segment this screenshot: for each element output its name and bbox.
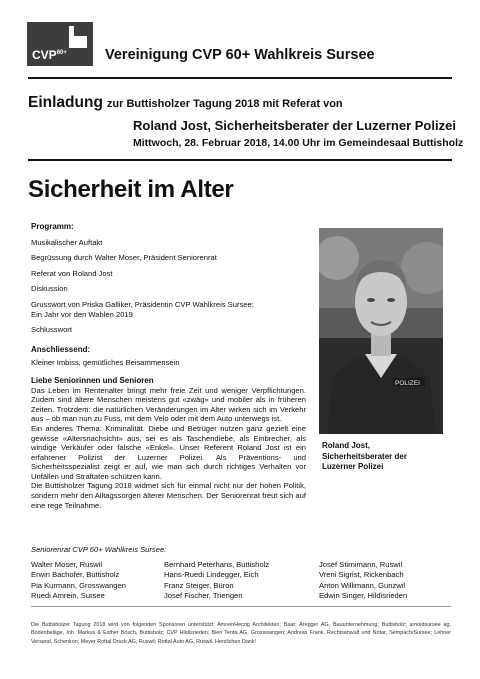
program-item-subline: Ein Jahr vor den Wahlen 2019 [31, 309, 133, 319]
team-member: Hans-Ruedi Lindegger, Eich [164, 570, 259, 580]
left-column [31, 222, 306, 510]
portrait-image [319, 228, 443, 434]
program-heading: Programm: [31, 222, 74, 231]
program-item: Begrüssung durch Walter Moser, Präsident Seniorenrat [31, 253, 217, 263]
caption-line: Luzerner Polizei [322, 462, 384, 471]
afterwards-heading: Anschliessend: [31, 344, 91, 354]
top-rule [28, 77, 452, 79]
team-heading: Seniorenrat CVP 60+ Wahlkreis Sursee: [31, 545, 167, 554]
speaker-line: Roland Jost, Sicherheitsberater der Luzerner Polizei [133, 118, 456, 133]
team-member: Anton Willimann, Gunzwil [319, 580, 406, 590]
footer-rule [31, 606, 451, 607]
team-section [31, 545, 451, 601]
letter-paragraph: Die Buttisholzer Tagung 2018 widmet sich für einmal nicht nur der hohen Politik, sondern mehr den Alltagssorgen älterer Menschen. Der Seniorenrat freut sich auf eine rege Teilnahme. [31, 481, 306, 510]
team-member: Erwin Bachofer, Buttisholz [31, 570, 120, 580]
team-member: Bernhard Peterhans, Buttisholz [164, 560, 270, 569]
logo-text: $CVP^{60+}$ [32, 48, 67, 62]
caption-line: Sicherheitsberater der [322, 451, 407, 461]
team-member: Franz Steiger, Büron [164, 580, 234, 590]
program-item: Grusswort von Priska Galliker, Präsidentin CVP Wahlkreis Sursee: [31, 299, 254, 309]
program-item: Diskussion [31, 284, 68, 294]
page-title: Sicherheit im Alter [28, 176, 234, 203]
sponsor-footer: Die Buttisholzer Tagung 2018 wird von folgenden Sponsoren unterstützt: AmreinHerzig Architekten, Baar; Aregger AG, Bauunternehmung, Buttisholz; arnoldsursee ag, Bodenbeläge, Inh. Markus & Esther Bösch, Buttisholz; CVP Hildisrieden; Bieri Tenta AG, Grosswangen; Andreas Frank, Rechtsanwalt und Notar, Sempach/Sursee; Lehner Versand, Schenkon; Meyer Rottal Druck AG, Ruswil; Rottal Auto AG, Ruswil. Herzlichen Dank! [31, 622, 451, 645]
team-member: Josef Stirnimann, Ruswil [319, 560, 403, 569]
invitation-line [28, 94, 343, 112]
program-item: Referat von Roland Jost [31, 268, 113, 278]
letter-paragraph: Ein anderes Thema: Kriminalität. Diebe und Betrüger nutzen ganz gezielt eine gewisse «Altersnachsicht» aus, sei es als Taschendiebe, als Einbrecher, als windige Verkäufer oder falsche «Enkel». Unser Referent Roland Jost ist ein erfahrener Polizist der Luzerner Polizei. Als Präventions- und Sicherheitsspezialist zeigt er auf, wie man sich durch richtiges Verhalten vor Unfällen und Straftaten schützen kann. [31, 423, 306, 481]
program-item: Musikalischer Auftakt [31, 237, 103, 247]
program-item: Schlusswort [31, 325, 72, 335]
letter-paragraph: Das Leben im Rentenalter bringt mehr freie Zeit und weniger Verpflichtungen. Zudem sind ältere Menschen meistens gut «zwäg» und mobiler als in früheren Zeiten. Trotzdem: die natürlichen Veränderungen im Alter wirken sich im Verkehr aus – ob man nun zu Fuss, mit dem Velo oder mit dem Auto unterwegs ist. [31, 385, 306, 424]
team-member: Ruedi Amrein, Sursee [31, 590, 105, 600]
event-details: Mittwoch, 28. Februar 2018, 14.00 Uhr im Gemeindesaal Buttisholz [133, 137, 464, 149]
photo-caption [322, 441, 407, 473]
afterwards-text: Kleiner Imbiss, gemütliches Beisammensein [31, 358, 180, 368]
team-member: Vreni Sigrist, Rickenbach [319, 570, 404, 580]
team-member: Edwin Singer, Hildisrieden [319, 590, 408, 600]
team-member: Pia Kurmann, Grosswangen [31, 580, 126, 590]
team-members [31, 560, 451, 601]
mid-rule [28, 159, 452, 161]
cvp-logo [27, 22, 93, 66]
caption-line: Roland Jost, [322, 441, 371, 450]
header-title: Vereinigung CVP 60+ Wahlkreis Sursee [105, 47, 375, 63]
letter-heading: Liebe Seniorinnen und Senioren [31, 375, 154, 385]
team-member: Walter Moser, Ruswil [31, 560, 103, 569]
invitation-word: Einladung [28, 94, 103, 111]
team-member: Josef Fischer, Triengen [164, 590, 243, 600]
logo-flag-icon [69, 26, 87, 48]
photo-badge: POLIZEI [395, 380, 420, 387]
speaker-photo [319, 228, 443, 434]
invitation-rest: zur Buttisholzer Tagung 2018 mit Referat von [106, 98, 343, 110]
